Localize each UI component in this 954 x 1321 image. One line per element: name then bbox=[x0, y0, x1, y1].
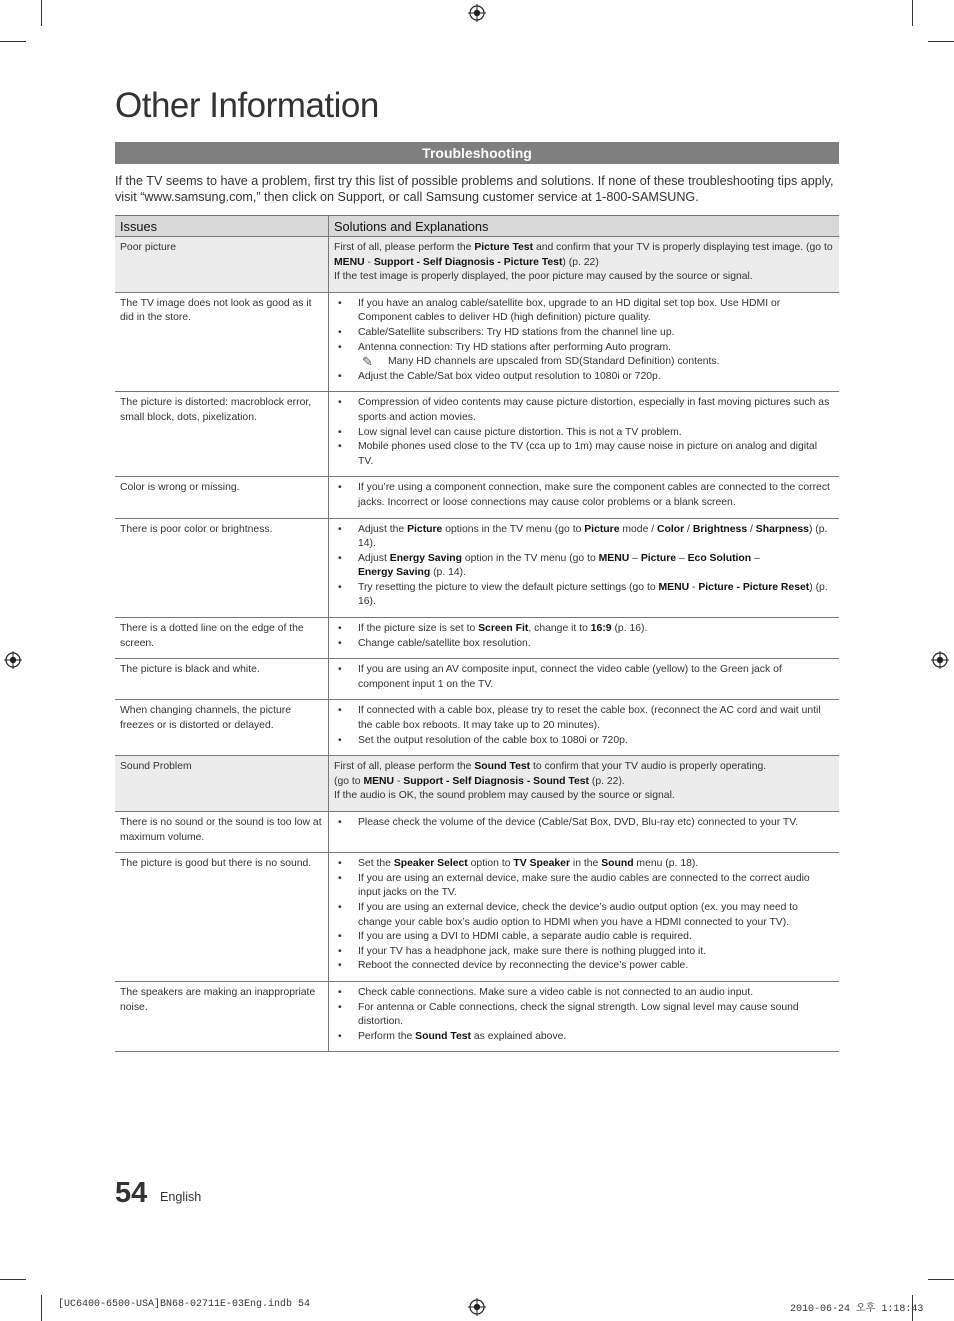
solution-item: • If the picture size is set to Screen Fit, change it to 16:9 (p. 16). bbox=[334, 622, 834, 637]
solution-text: First of all, please perform the Sound Test to confirm that your TV audio is properly operating. (go to MENU - Support - Self Diagnosis - Sound Test (p. 22). If the audio is OK, the sound problem may caused by the source or signal. bbox=[334, 761, 767, 802]
solution-item: • Cable/Satellite subscribers: Try HD stations from the channel line up. bbox=[334, 326, 834, 341]
solution-item: • If your TV has a headphone jack, make sure there is nothing plugged into it. bbox=[334, 945, 834, 960]
solution-list bbox=[334, 816, 834, 831]
solution-item: • If you are using an external device, check the device’s audio output option (ex. you may need to change your cable box’s audio option to HDMI when you have a HDMI connected to your TV). bbox=[334, 901, 834, 930]
crop-mark bbox=[928, 1279, 954, 1280]
issue-cell: The TV image does not look as good as it did in the store. bbox=[115, 292, 329, 392]
solution-item: • Change cable/satellite box resolution. bbox=[334, 637, 834, 652]
solution-list bbox=[334, 857, 834, 974]
solution-cell bbox=[329, 853, 840, 982]
table-row bbox=[115, 659, 839, 700]
solution-cell bbox=[329, 700, 840, 756]
solution-item: • Low signal level can cause picture distortion. This is not a TV problem. bbox=[334, 426, 834, 441]
solution-item: • If you are using a DVI to HDMI cable, a separate audio cable is required. bbox=[334, 930, 834, 945]
solution-cell bbox=[329, 659, 840, 700]
solution-list bbox=[334, 986, 834, 1044]
page-title: Other Information bbox=[115, 86, 379, 125]
solution-item: • Adjust the Cable/Sat box video output resolution to 1080i or 720p. bbox=[334, 370, 834, 385]
table-row bbox=[115, 237, 839, 293]
crop-mark bbox=[0, 1279, 26, 1280]
crop-mark bbox=[41, 1295, 42, 1321]
solution-item: • Adjust the Picture options in the TV menu (go to Picture mode / Color / Brightness / Sharpness) (p. 14). bbox=[334, 523, 834, 552]
issue-cell: There is poor color or brightness. bbox=[115, 518, 329, 618]
troubleshooting-table bbox=[115, 215, 839, 1052]
solution-list bbox=[334, 663, 834, 692]
solution-cell bbox=[329, 756, 840, 812]
crop-mark bbox=[0, 41, 26, 42]
registration-mark-icon bbox=[468, 4, 486, 22]
slug-file-info: [UC6400-6500-USA]BN68-02711E-03Eng.indb 54 bbox=[58, 1299, 311, 1310]
intro-paragraph: If the TV seems to have a problem, first try this list of possible problems and solutions. If none of these troubleshooting tips apply, visit “www.samsung.com,” then click on Support, or call Samsung customer service at 1-800-SAMSUNG. bbox=[115, 174, 834, 204]
solution-item: • Set the Speaker Select option to TV Speaker in the Sound menu (p. 18). bbox=[334, 857, 834, 872]
issue-cell: The picture is black and white. bbox=[115, 659, 329, 700]
solution-item: • If you are using an AV composite input, connect the video cable (yellow) to the Green jack of component input 1 on the TV. bbox=[334, 663, 834, 692]
solution-item: • If you’re using a component connection, make sure the component cables are connected to the correct jacks. Incorrect or loose connections may cause color problems or a blank screen. bbox=[334, 481, 834, 510]
page-language: English bbox=[160, 1190, 202, 1204]
solution-item: • Try resetting the picture to view the default picture settings (go to MENU - Picture - Picture Reset) (p. 16). bbox=[334, 581, 834, 610]
solution-cell bbox=[329, 812, 840, 853]
table-row bbox=[115, 518, 839, 618]
table-body bbox=[115, 237, 839, 1052]
table-row bbox=[115, 700, 839, 756]
solution-item: • If you have an analog cable/satellite box, upgrade to an HD digital set top box. Use HDMI or Component cables to deliver HD (high definition) picture quality. bbox=[334, 297, 834, 326]
solution-cell bbox=[329, 618, 840, 659]
solution-item: • Mobile phones used close to the TV (cca up to 1m) may cause noise in picture on analog and digital TV. bbox=[334, 440, 834, 469]
registration-mark-icon bbox=[4, 651, 22, 669]
table-row bbox=[115, 756, 839, 812]
table-header-row bbox=[115, 216, 839, 237]
solution-text: First of all, please perform the Picture Test and confirm that your TV is properly displaying test image. (go to MENU - Support - Self Diagnosis - Picture Test) (p. 22) If the test image is properly displayed, the poor picture may caused by the source or signal. bbox=[334, 242, 833, 283]
table-row bbox=[115, 981, 839, 1051]
solution-cell bbox=[329, 292, 840, 392]
solution-item: • If you are using an external device, make sure the audio cables are connected to the correct audio input jacks on the TV. bbox=[334, 872, 834, 901]
solution-cell bbox=[329, 237, 840, 293]
solution-list bbox=[334, 396, 834, 469]
solution-cell bbox=[329, 477, 840, 518]
page-number: 54 bbox=[115, 1177, 148, 1209]
solution-list bbox=[334, 297, 834, 385]
table-row bbox=[115, 618, 839, 659]
solution-item: • Please check the volume of the device (Cable/Sat Box, DVD, Blu-ray etc) connected to your TV. bbox=[334, 816, 834, 831]
solution-list bbox=[334, 622, 834, 651]
solution-cell bbox=[329, 981, 840, 1051]
solution-item: • Antenna connection: Try HD stations after performing Auto program. bbox=[334, 341, 834, 356]
solution-cell bbox=[329, 392, 840, 477]
issue-cell: The picture is distorted: macroblock error, small block, dots, pixelization. bbox=[115, 392, 329, 477]
solution-item: • Reboot the connected device by reconnecting the device’s power cable. bbox=[334, 959, 834, 974]
solution-item: • If connected with a cable box, please try to reset the cable box. (reconnect the AC cord and wait until the cable box reboots. It may take up to 20 minutes). bbox=[334, 704, 834, 733]
registration-mark-icon bbox=[468, 1298, 486, 1316]
solution-list bbox=[334, 481, 834, 510]
table-row bbox=[115, 477, 839, 518]
table-row bbox=[115, 392, 839, 477]
column-header-solutions: Solutions and Explanations bbox=[329, 216, 840, 237]
solution-item: • Adjust Energy Saving option in the TV menu (go to MENU – Picture – Eco Solution – Energy Saving (p. 14). bbox=[334, 552, 834, 581]
solution-list bbox=[334, 704, 834, 748]
solution-item: • Set the output resolution of the cable box to 1080i or 720p. bbox=[334, 734, 834, 749]
issue-cell: When changing channels, the picture freezes or is distorted or delayed. bbox=[115, 700, 329, 756]
table-row bbox=[115, 292, 839, 392]
issue-cell: The speakers are making an inappropriate noise. bbox=[115, 981, 329, 1051]
note-item: ✎ Many HD channels are upscaled from SD(Standard Definition) contents. bbox=[362, 354, 720, 370]
issue-cell: Sound Problem bbox=[115, 756, 329, 812]
solution-list bbox=[334, 523, 834, 611]
column-header-issues: Issues bbox=[115, 216, 329, 237]
table-row bbox=[115, 853, 839, 982]
registration-mark-icon bbox=[931, 651, 949, 669]
solution-item: • Perform the Sound Test as explained above. bbox=[334, 1030, 834, 1045]
issue-cell: The picture is good but there is no sound. bbox=[115, 853, 329, 982]
issue-cell: Color is wrong or missing. bbox=[115, 477, 329, 518]
crop-mark bbox=[928, 41, 954, 42]
solution-item: • Compression of video contents may cause picture distortion, especially in fast moving pictures such as sports and action movies. bbox=[334, 396, 834, 425]
slug-date-info: 2010-06-24 오후 1:18:43 bbox=[790, 1304, 924, 1315]
issue-cell: There is no sound or the sound is too low at maximum volume. bbox=[115, 812, 329, 853]
crop-mark bbox=[41, 0, 42, 26]
crop-mark bbox=[912, 0, 913, 26]
table-row bbox=[115, 812, 839, 853]
solution-item: • Check cable connections. Make sure a video cable is not connected to an audio input. bbox=[334, 986, 834, 1001]
pencil-note-icon: ✎ bbox=[362, 354, 373, 370]
issue-cell: Poor picture bbox=[115, 237, 329, 293]
solution-cell bbox=[329, 518, 840, 618]
section-heading: Troubleshooting bbox=[115, 142, 839, 164]
solution-item: • For antenna or Cable connections, check the signal strength. Low signal level may cause sound distortion. bbox=[334, 1001, 834, 1030]
issue-cell: There is a dotted line on the edge of the screen. bbox=[115, 618, 329, 659]
